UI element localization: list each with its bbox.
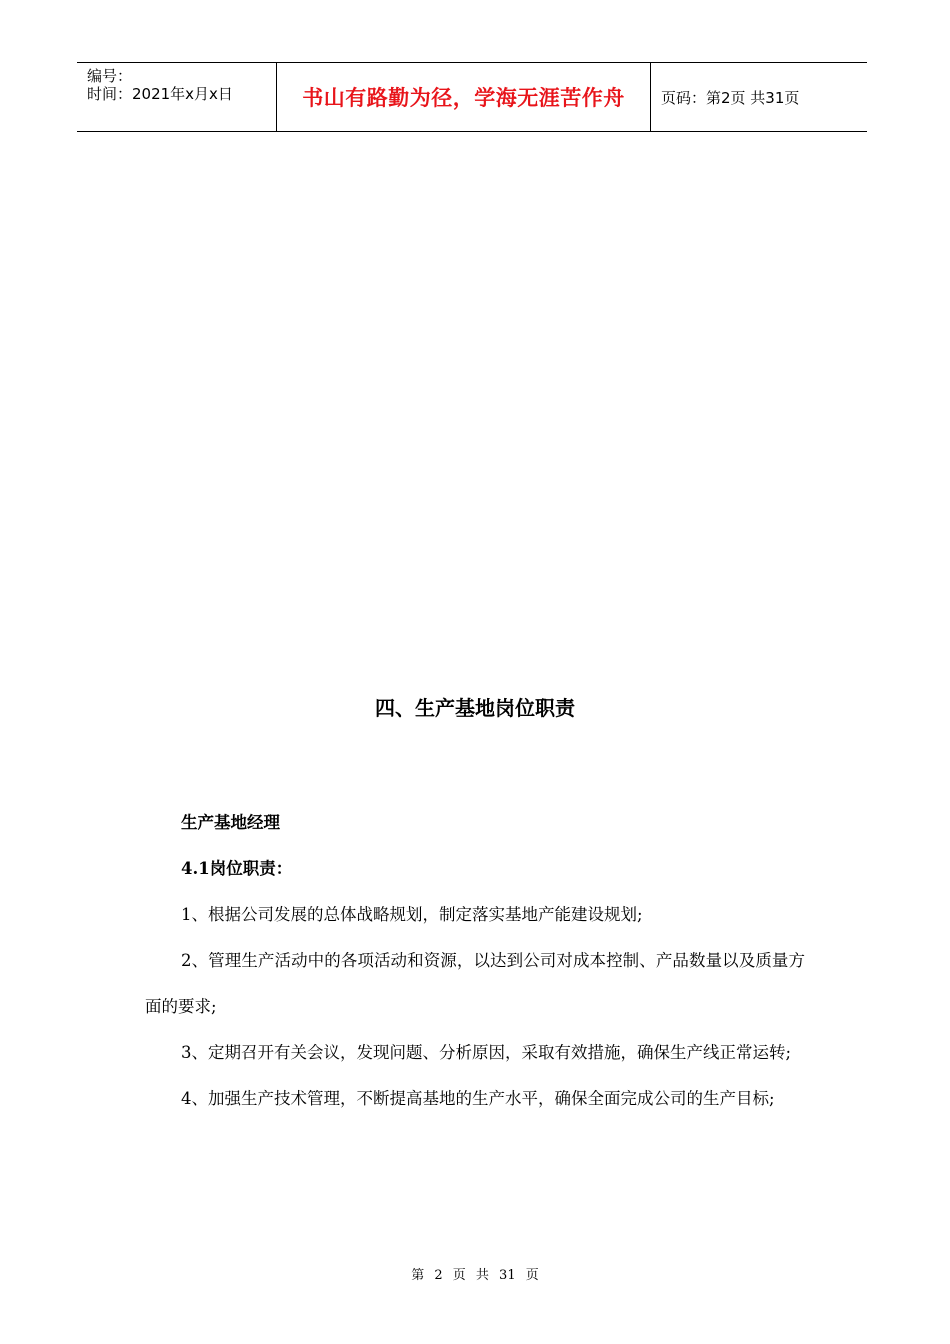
role-title: 生产基地经理 bbox=[181, 813, 280, 832]
duty-item: 4、加强生产技术管理，不断提高基地的生产水平，确保全面完成公司的生产目标; bbox=[181, 1089, 775, 1108]
header-meta bbox=[77, 63, 277, 131]
duties-heading: 4.1岗位职责： bbox=[181, 859, 293, 878]
section-title: 四、生产基地岗位职责 bbox=[375, 696, 575, 720]
page-header bbox=[77, 62, 867, 132]
duty-item: 1、根据公司发展的总体战略规划，制定落实基地产能建设规划; bbox=[181, 905, 643, 924]
header-motto: 书山有路勤为径，学海无涯苦作舟 bbox=[277, 63, 651, 131]
header-page-code: 页码：第2页 共31页 bbox=[661, 88, 800, 107]
document-body bbox=[145, 800, 805, 1122]
time-label: 时间：2021年x月x日 bbox=[87, 85, 233, 103]
duty-item: 2、管理生产活动中的各项活动和资源，以达到公司对成本控制、产品数量以及质量方面的要求; bbox=[145, 951, 805, 1016]
page-footer: 第 2 页 共 31 页 bbox=[411, 1268, 539, 1283]
duty-item: 3、定期召开有关会议，发现问题、分析原因，采取有效措施，确保生产线正常运转; bbox=[181, 1043, 792, 1062]
number-label: 编号： bbox=[87, 67, 133, 85]
